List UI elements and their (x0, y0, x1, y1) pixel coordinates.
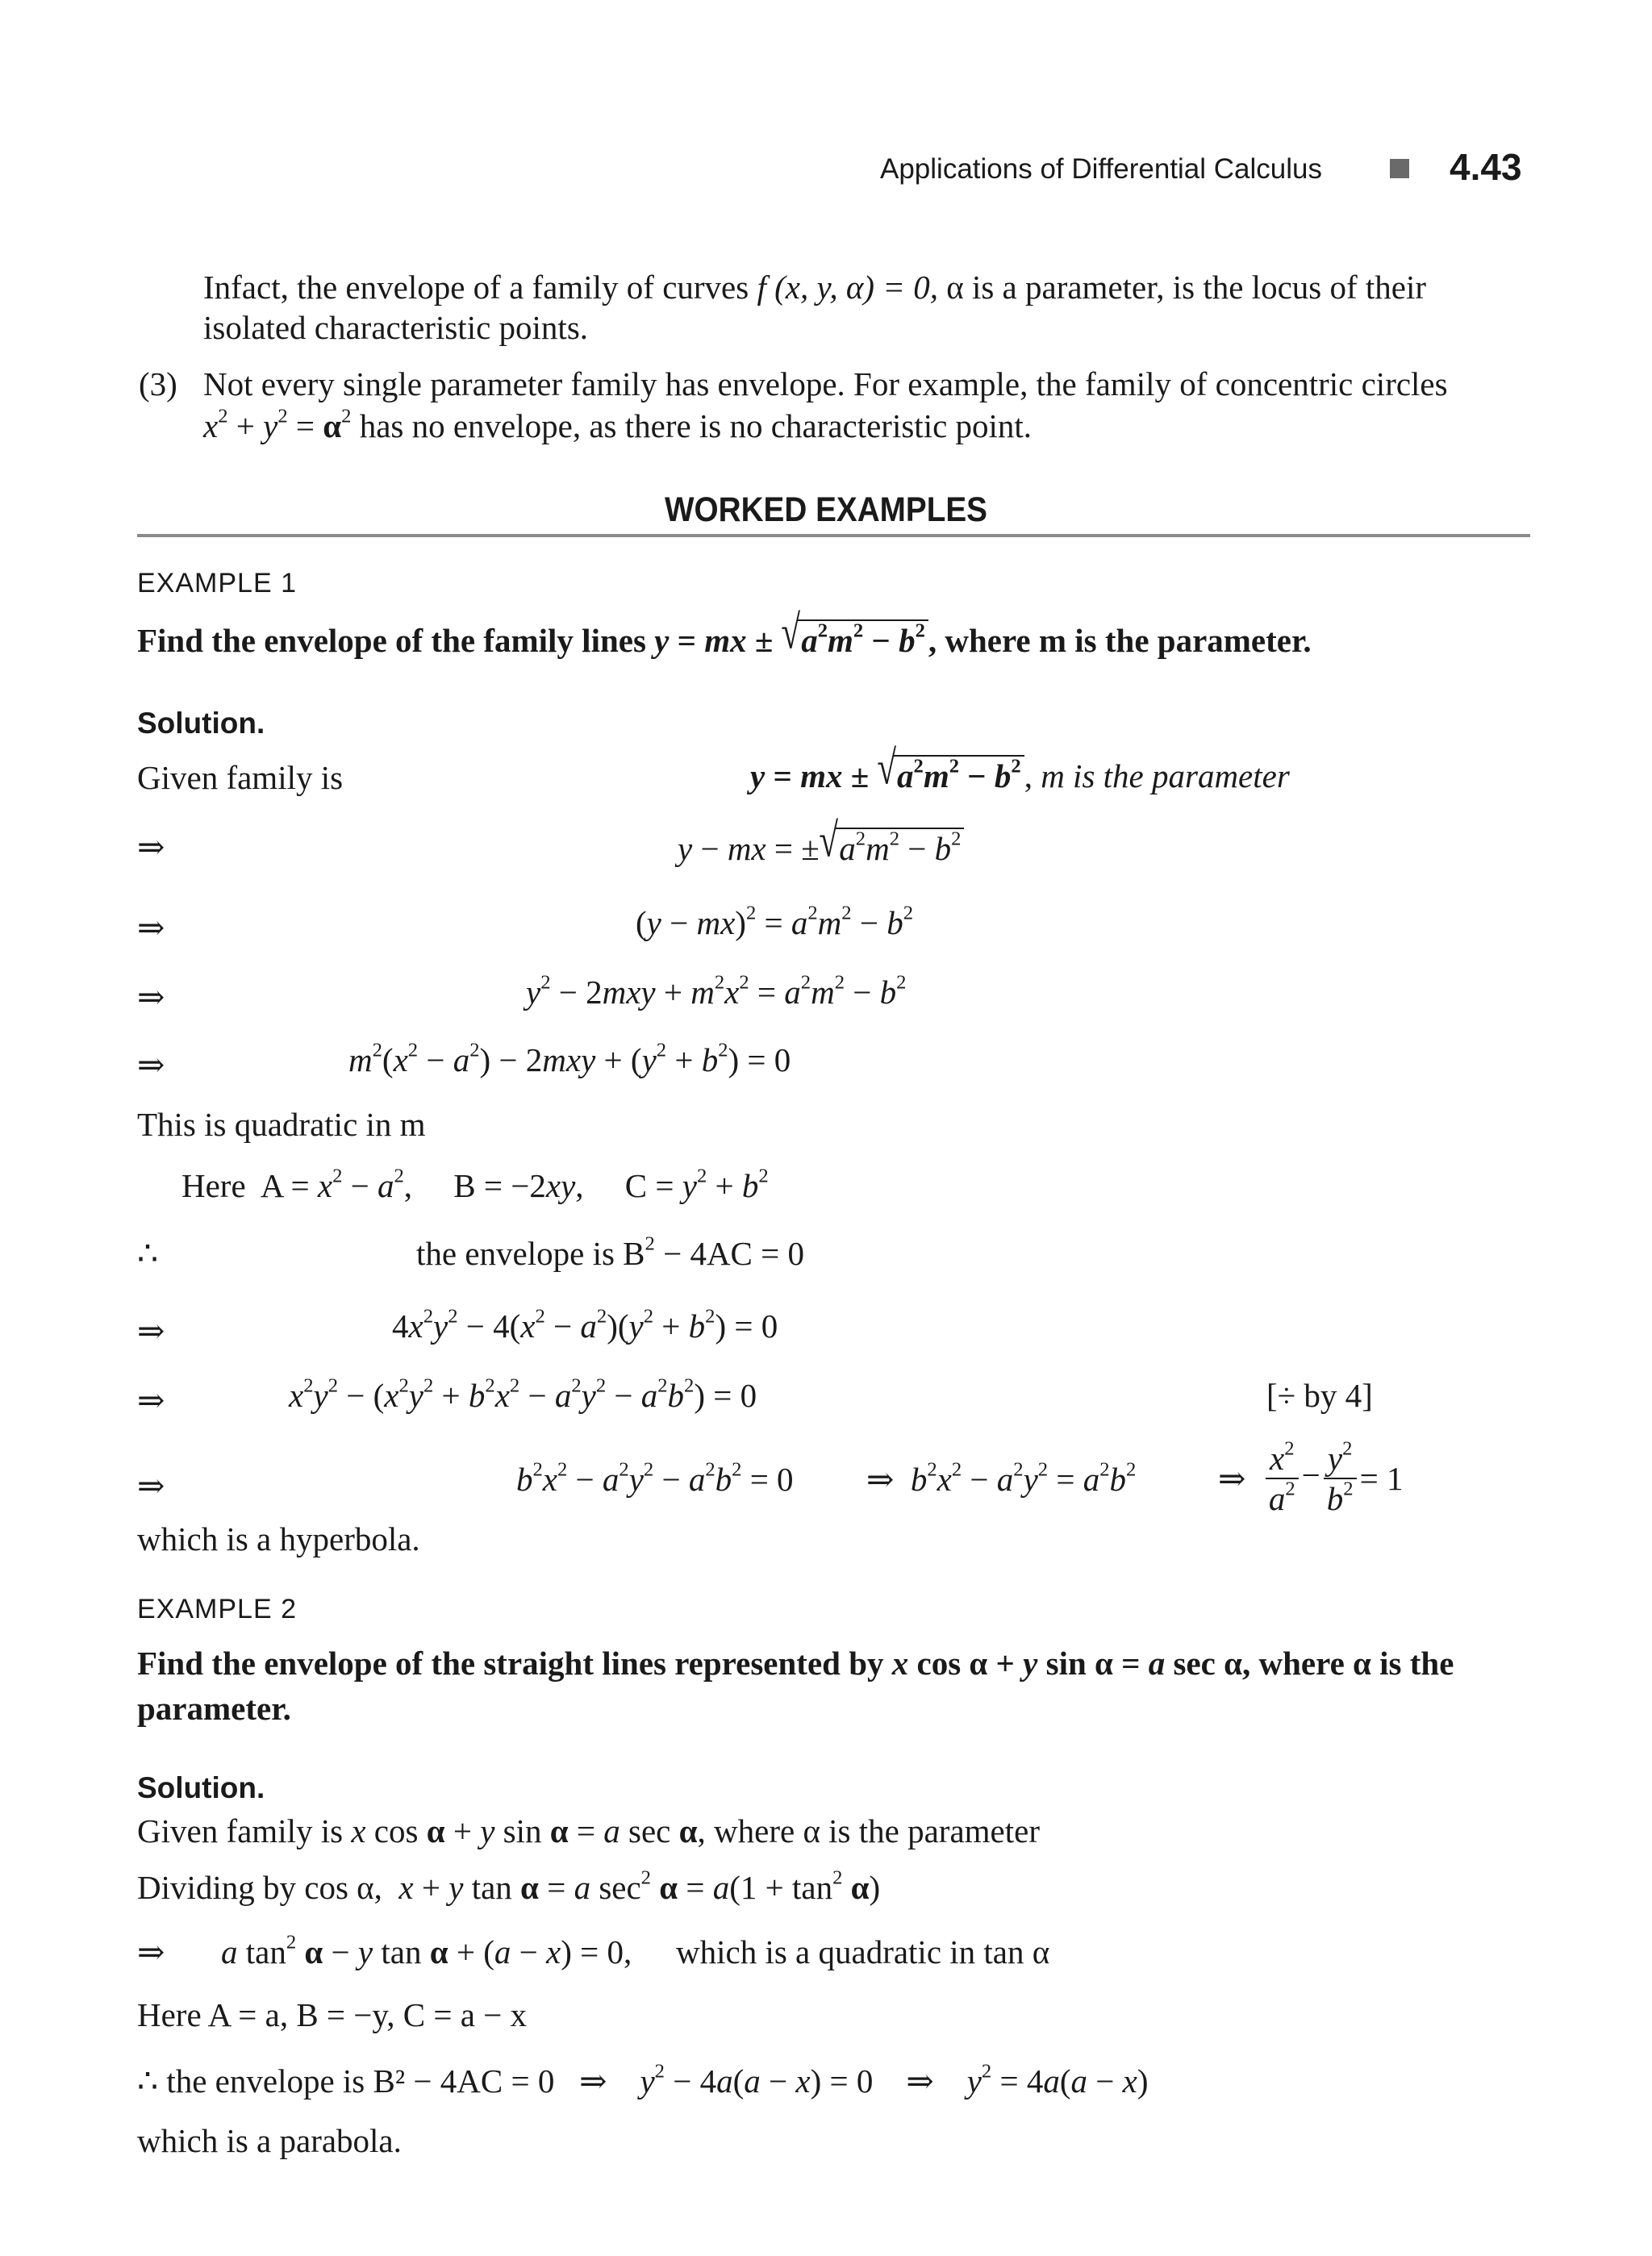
implies-arrow-6: ⇒ (137, 1382, 165, 1419)
therefore-symbol: ∴ (137, 1235, 159, 1272)
example-2-given-line (137, 1812, 1040, 1850)
circle-equation: $x^2 + y^2 = \alpha^2$ (203, 405, 352, 444)
step-5-equation: $4x^2y^2 - 4(x^2 - a^2)(y^2 + b^2) = 0$ (392, 1305, 778, 1345)
item-3-line-1: Not every single parameter family has envelope. For example, the family of concentric circles (203, 365, 1448, 402)
example-2-coefficients: Here A = a, B = −y, C = a − x (137, 1996, 528, 2033)
example-1-statement-start: Find the envelope of the family lines (137, 622, 646, 659)
section-rule (137, 534, 1530, 537)
step-4-equation: $m^2(x^2 - a^2) - 2mxy + (y^2 + b^2) = 0$ (348, 1039, 791, 1078)
example-1-statement-equation: y = mx ± $√a^2m^2 - b^2$ (654, 622, 928, 659)
implies-arrow-7: ⇒ (137, 1467, 165, 1504)
example-1-statement-end: , where m is the parameter. (928, 622, 1312, 659)
example-2-given-equation: x cos α + y sin α = a sec α (351, 1812, 698, 1849)
discriminant-text: the envelope is (416, 1235, 615, 1272)
example-1-conclusion: which is a hyperbola. (137, 1520, 420, 1558)
implies-arrow-8: ⇒ (137, 1933, 165, 1970)
example-2-statement-start: Find the envelope of the straight lines represented by (137, 1645, 884, 1682)
step-2-equation: $(y - mx)^2 = a^2m^2 - b^2$ (636, 902, 913, 941)
step-7-equation-b: ⇒ $b^2x^2 - a^2y^2 = a^2b^2$ (866, 1458, 1137, 1498)
implies-arrow-5: ⇒ (137, 1312, 165, 1349)
intro-line-1-start: Infact, the envelope of a family of curves (203, 269, 749, 306)
intro-line-1-end: α is a parameter, is the locus of their (946, 269, 1427, 306)
intro-line-2: isolated characteristic points. (203, 309, 589, 346)
given-family-tail: m is the parameter (1041, 757, 1290, 794)
coefficients-line: Here $A = x^2 - a^2$, B = −2xy, $C = y^2 + b^2$ (181, 1165, 769, 1204)
quadratic-note (137, 1105, 426, 1144)
item-3-number: (3) (139, 365, 177, 402)
example-2-solution-label: Solution. (137, 1771, 265, 1804)
dividing-text: Dividing by cos α, (137, 1869, 382, 1906)
item-3-line-2 (203, 407, 1032, 445)
discriminant-line: the envelope is $B^2 - 4AC = 0$ (416, 1232, 805, 1272)
step-3-equation: $y^2 - 2mxy + m^2x^2 = a^2m^2 - b^2$ (526, 971, 907, 1011)
example-2-statement-line-2: parameter. (137, 1690, 291, 1727)
quadratic-tan-note: which is a quadratic in tan α (676, 1933, 1050, 1970)
given-family-equation: y = mx ± $√a^2m^2 - b^2$, m is the parameter (750, 740, 1290, 794)
intro-line-1 (203, 268, 1426, 306)
example-2-statement-end: , where α is the (1242, 1645, 1454, 1682)
step-1-equation: y − mx = $\pm√a^2m^2 - b^2$ (678, 828, 964, 868)
step-6-equation: $x^2y^2 - (x^2y^2 + b^2x^2 - a^2y^2 - a^2b^2) = 0$ (289, 1374, 757, 1414)
page-number: 4.43 (1450, 146, 1522, 188)
example-2-discriminant-text: ∴ the envelope is B² − 4AC = 0 (137, 2062, 555, 2100)
example-2-discriminant-line: ∴ the envelope is B² − 4AC = 0 ⇒ $y^2 - 4a(a - x) = 0$ ⇒ $y^2 = 4a(a - x)$ (137, 2060, 1149, 2100)
quadratic-note-text: This is quadratic in m (137, 1106, 426, 1143)
implies-arrow-3: ⇒ (137, 978, 165, 1015)
implies-arrow-2: ⇒ (137, 909, 165, 946)
example-2-conclusion: which is a parabola. (137, 2122, 402, 2159)
example-2-given-start: Given family is (137, 1812, 344, 1849)
example-2-statement-line-1 (137, 1644, 1454, 1683)
example-1-solution-label: Solution. (137, 707, 265, 740)
example-2-label: EXAMPLE 2 (137, 1594, 297, 1624)
divide-by-4-note: [÷ by 4] (1266, 1377, 1373, 1414)
given-family-text: Given family is (137, 759, 344, 796)
example-2-given-end: , where α is the parameter (697, 1812, 1040, 1849)
example-2-statement-equation: x cos α + y sin α = a sec α (891, 1645, 1243, 1682)
dividing-equation: x + y tan α = a $\sec^2 \alpha = a(1 + \tan^2 \alpha)$ (398, 1866, 881, 1906)
implies-arrow-1: ⇒ (137, 828, 165, 865)
section-heading: WORKED EXAMPLES (665, 490, 987, 529)
dividing-line (137, 1868, 880, 1907)
implies-arrow-4: ⇒ (137, 1046, 165, 1083)
example-1-statement (137, 604, 1312, 660)
hyperbola-standard-form: ⇒ $\frac{x^2}{a^2}$ − $\frac{y^2}{b^2}$ = 1 (1218, 1437, 1404, 1517)
quadratic-tan-equation: a $\tan^2 \alpha - y$ tan α + (a − x) = 0, (221, 1931, 632, 1970)
header-square-marker (1390, 159, 1409, 178)
running-title: Applications of Differential Calculus (880, 153, 1322, 185)
step-7-equation-a: $b^2x^2 - a^2y^2 - a^2b^2 = 0$ (516, 1458, 794, 1498)
example-1-label: EXAMPLE 1 (137, 568, 297, 598)
intro-line-1-math: f (x, y, α) = 0, (757, 269, 938, 306)
item-3-line-2-end: has no envelope, as there is no characteristic point. (359, 407, 1032, 444)
